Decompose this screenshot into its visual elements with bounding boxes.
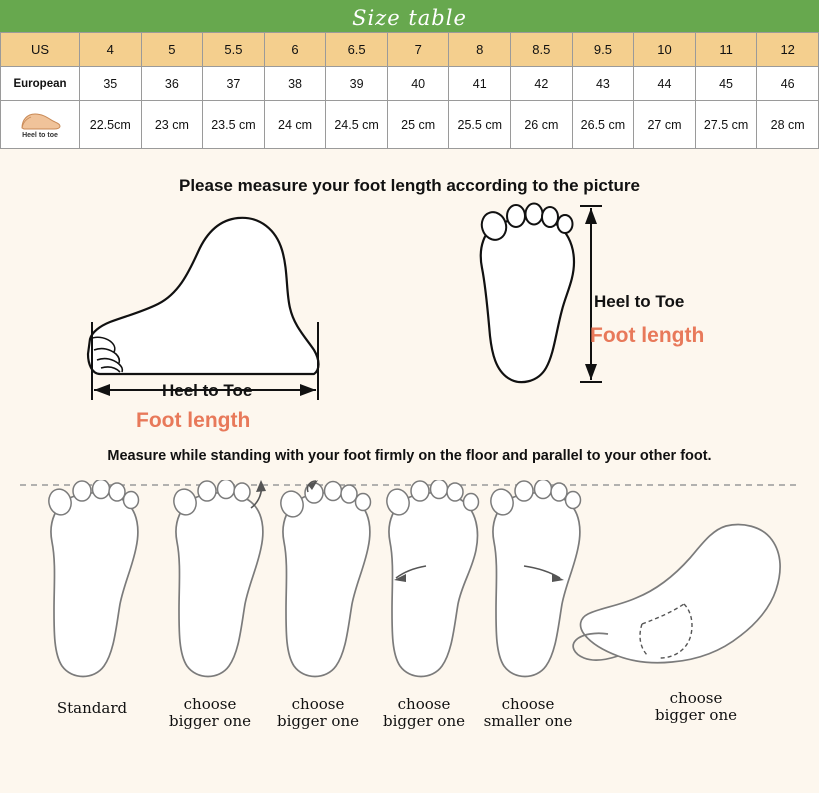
cell-us-8: 9.5	[572, 33, 634, 67]
side-view-foot-illustration	[70, 204, 400, 444]
top-view-heel-to-toe-label: Heel to Toe	[594, 292, 685, 311]
cell-us-0: 4	[80, 33, 142, 67]
cell-eu-2: 37	[203, 67, 265, 101]
cell-eu-1: 36	[141, 67, 203, 101]
cell-eu-6: 41	[449, 67, 511, 101]
foot-shape-caption-2-line2: bigger one	[169, 712, 251, 731]
foot-shape-6-side-profile	[556, 520, 806, 695]
cell-eu-4: 39	[326, 67, 388, 101]
foot-shape-2	[155, 480, 275, 695]
cell-us-3: 6	[264, 33, 326, 67]
cell-us-11: 12	[757, 33, 819, 67]
row-header-us: US	[1, 33, 80, 67]
foot-shape-caption-5	[458, 696, 598, 731]
cell-cm-7: 26 cm	[511, 101, 573, 149]
cell-cm-0: 22.5cm	[80, 101, 142, 149]
side-view-heel-to-toe-label: Heel to Toe	[162, 381, 253, 400]
foot-diagrams	[0, 196, 819, 446]
foot-shape-standard	[30, 480, 150, 695]
cell-cm-5: 25 cm	[387, 101, 449, 149]
cell-us-1: 5	[141, 33, 203, 67]
size-table-title: Size table	[0, 0, 819, 32]
cell-cm-4: 24.5 cm	[326, 101, 388, 149]
cell-cm-3: 24 cm	[264, 101, 326, 149]
measure-heading: Please measure your foot length according to the picture	[179, 176, 640, 195]
cell-eu-10: 45	[695, 67, 757, 101]
cell-cm-8: 26.5 cm	[572, 101, 634, 149]
foot-shape-caption-6	[626, 690, 766, 725]
standing-note: Measure while standing with your foot firmly on the floor and parallel to your other foot.	[107, 448, 712, 464]
cell-us-9: 10	[634, 33, 696, 67]
cell-eu-5: 40	[387, 67, 449, 101]
cell-eu-7: 42	[511, 67, 573, 101]
foot-shape-caption-5-line2: smaller one	[483, 712, 573, 731]
cell-cm-1: 23 cm	[141, 101, 203, 149]
cell-us-10: 11	[695, 33, 757, 67]
table-row-european	[1, 67, 819, 101]
row-header-european: European	[1, 67, 80, 101]
cell-us-7: 8.5	[511, 33, 573, 67]
table-row-heel-to-toe	[1, 101, 819, 149]
foot-shape-caption-6-line2: bigger one	[655, 706, 737, 725]
cell-cm-11: 28 cm	[757, 101, 819, 149]
foot-shape-4	[368, 480, 488, 695]
cell-eu-8: 43	[572, 67, 634, 101]
foot-thumbnail	[3, 111, 77, 139]
foot-shape-caption-3-line2: bigger one	[277, 712, 359, 731]
size-table-section	[0, 0, 819, 149]
cell-us-5: 7	[387, 33, 449, 67]
foot-shape-3	[262, 480, 382, 695]
foot-thumbnail-label: Heel to toe	[22, 131, 58, 139]
side-view-foot-length-label: Foot length	[136, 409, 251, 432]
foot-shape-caption-2-line1: choose	[183, 695, 237, 713]
cell-eu-0: 35	[80, 67, 142, 101]
cell-cm-2: 23.5 cm	[203, 101, 265, 149]
cell-us-6: 8	[449, 33, 511, 67]
foot-shape-caption-3-line1: choose	[291, 695, 345, 713]
foot-shape-caption-6-line1: choose	[669, 689, 723, 707]
cell-cm-6: 25.5 cm	[449, 101, 511, 149]
foot-shape-caption-1: Standard	[56, 699, 128, 717]
foot-shape-caption-5-line1: choose	[501, 695, 555, 713]
cell-eu-11: 46	[757, 67, 819, 101]
top-view-foot-length-label: Foot length	[590, 324, 705, 347]
foot-icon	[16, 111, 64, 131]
cell-us-4: 6.5	[326, 33, 388, 67]
size-table	[0, 32, 819, 149]
row-header-heel-to-toe	[1, 101, 80, 149]
cell-cm-10: 27.5 cm	[695, 101, 757, 149]
foot-shapes-panel	[0, 472, 819, 767]
cell-eu-3: 38	[264, 67, 326, 101]
foot-shape-caption-4-line1: choose	[397, 695, 451, 713]
cell-us-2: 5.5	[203, 33, 265, 67]
table-row-us	[1, 33, 819, 67]
foot-shape-caption-4-line2: bigger one	[383, 712, 465, 731]
cell-cm-9: 27 cm	[634, 101, 696, 149]
cell-eu-9: 44	[634, 67, 696, 101]
